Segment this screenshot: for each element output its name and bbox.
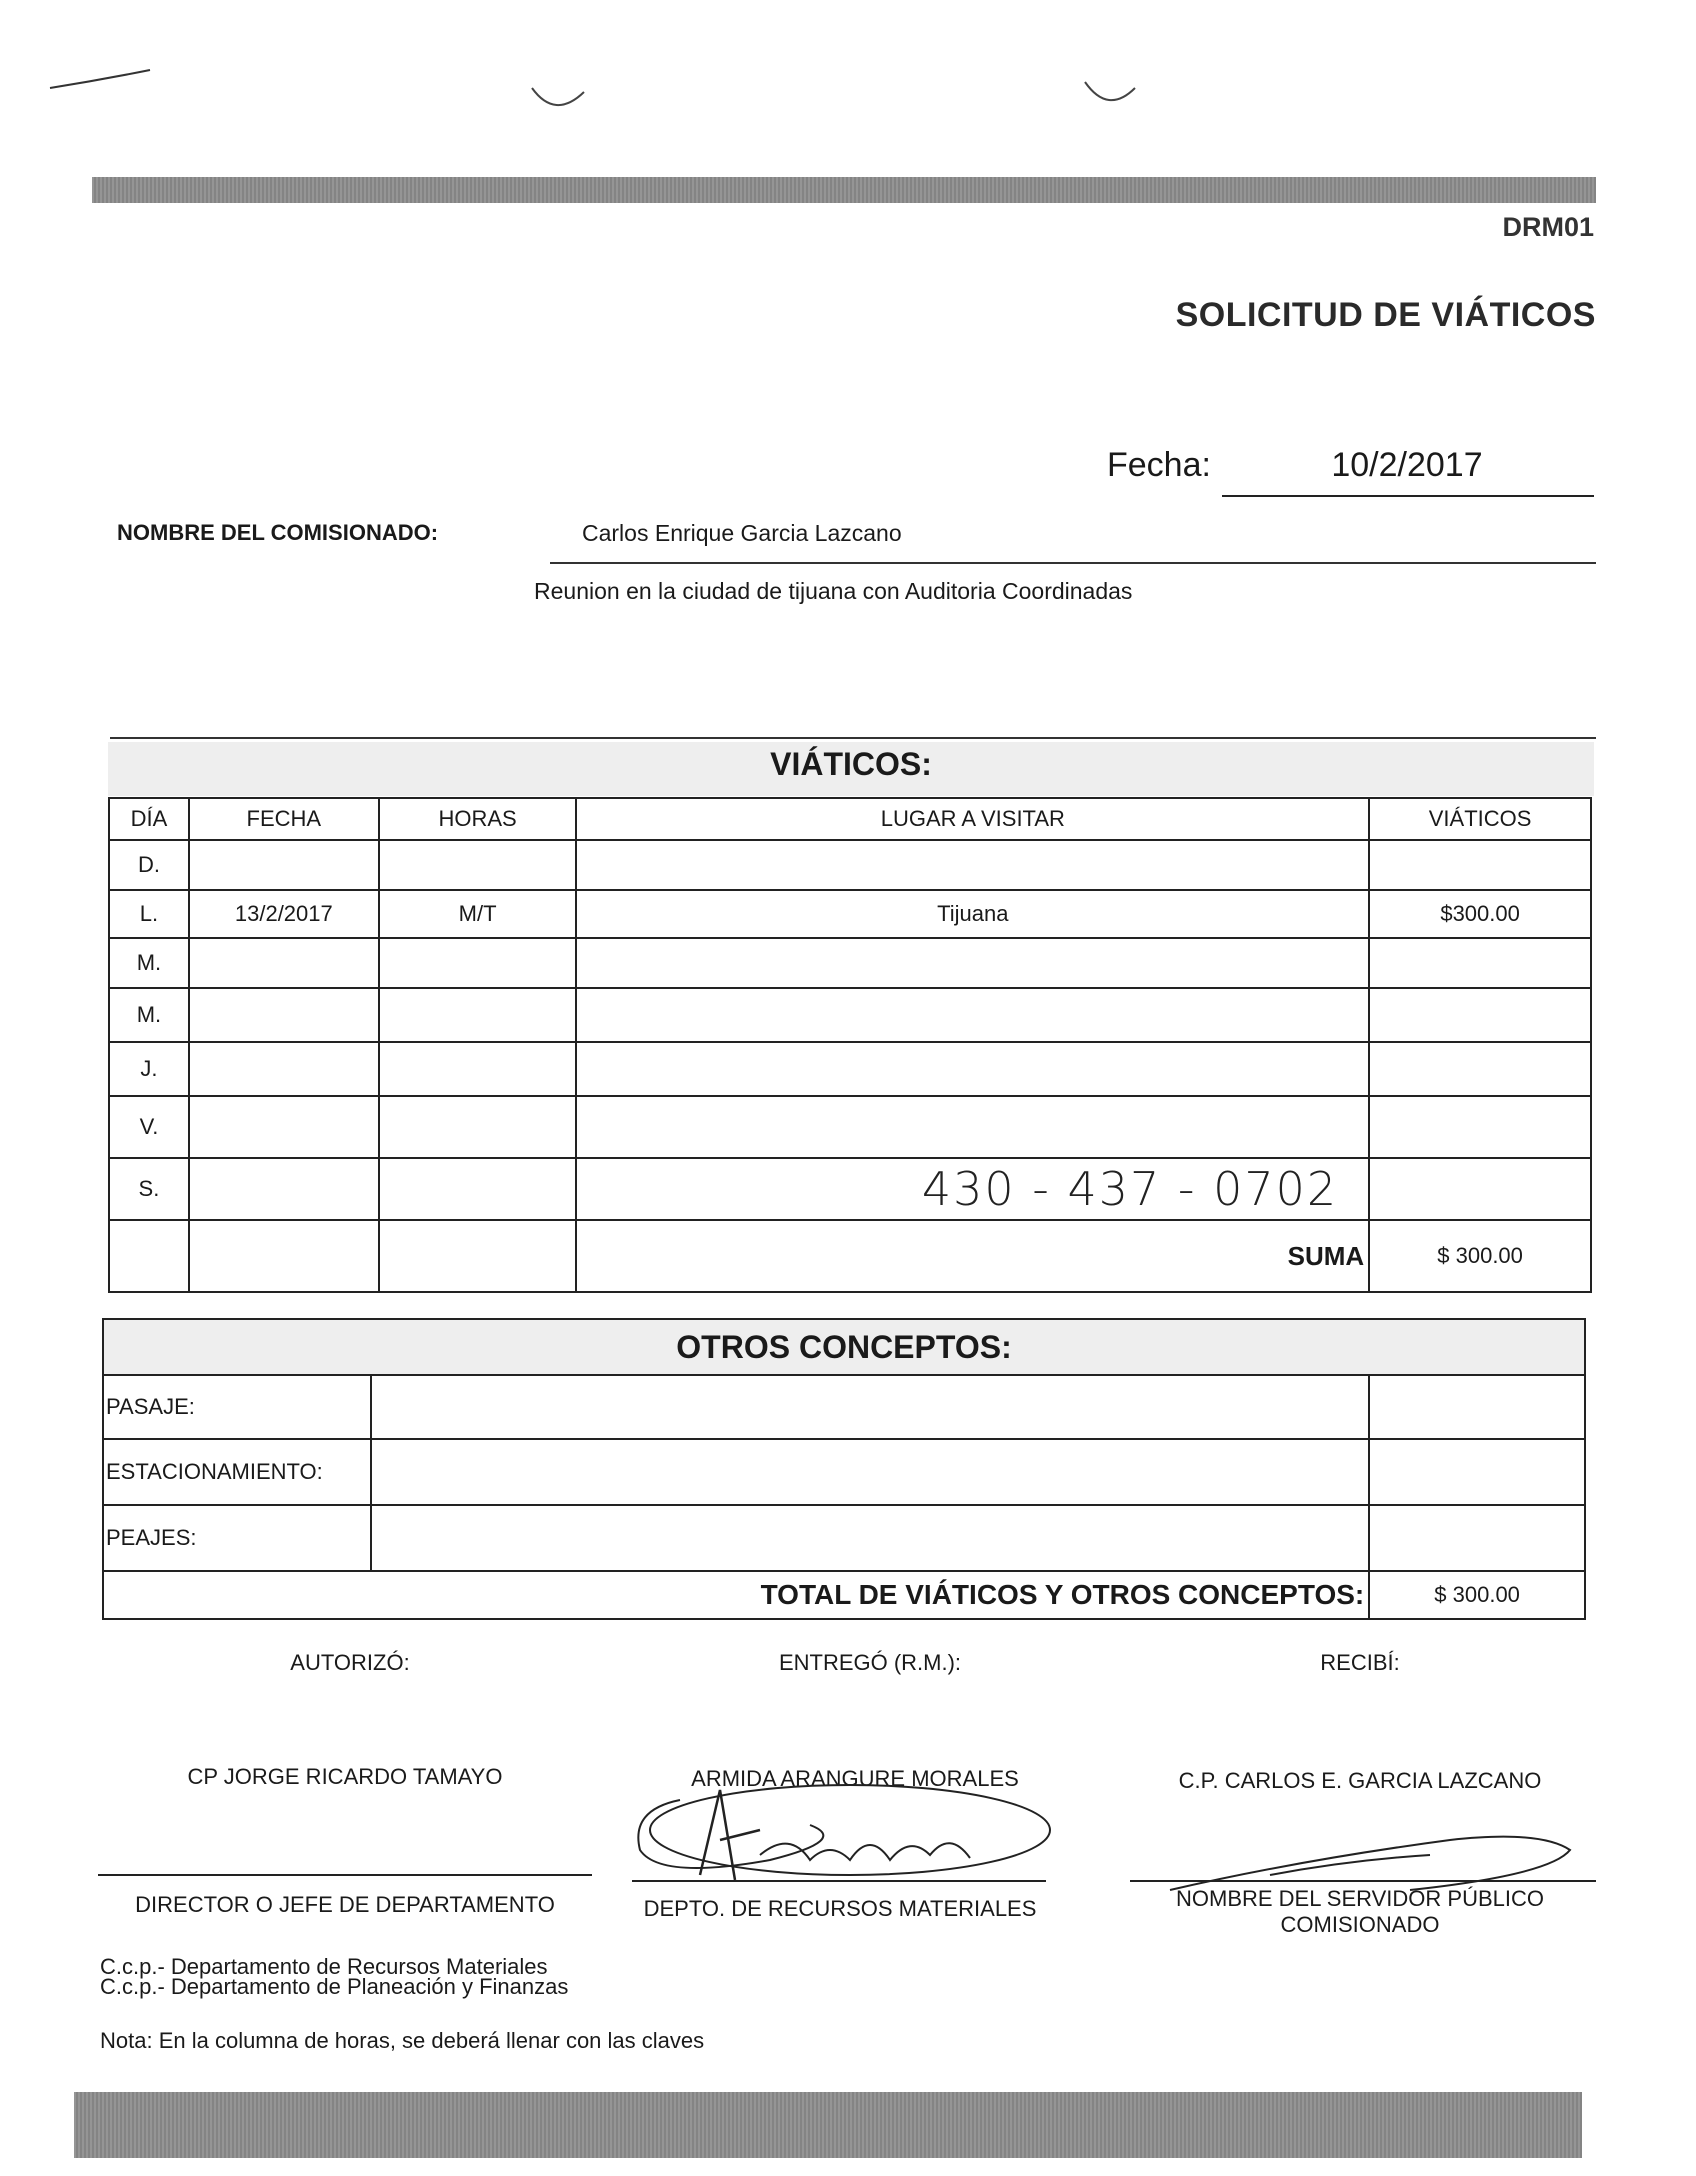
horas-cell xyxy=(379,1042,577,1096)
entrego-name: ARMIDA ARANGURE MORALES xyxy=(691,1766,1019,1791)
recibi-label: RECIBÍ: xyxy=(1320,1650,1400,1675)
ccp-line-1: C.c.p.- Departamento de Recursos Materiales xyxy=(100,1954,548,1979)
header-fecha: FECHA xyxy=(189,798,379,840)
recibi-role-1: NOMBRE DEL SERVIDOR PÚBLICO xyxy=(1176,1886,1544,1911)
header-band xyxy=(92,177,1596,203)
fecha-value: 10/2/2017 xyxy=(1331,446,1483,484)
otros-title: OTROS CONCEPTOS: xyxy=(676,1328,1012,1365)
fecha-label: Fecha: xyxy=(1107,446,1211,484)
table-row xyxy=(109,890,1591,938)
header-horas: HORAS xyxy=(379,798,577,840)
lugar-cell xyxy=(576,1042,1369,1096)
horas-cell xyxy=(379,988,577,1042)
section-divider xyxy=(110,737,1596,739)
lugar-cell xyxy=(576,938,1369,988)
nombre-label: NOMBRE DEL COMISIONADO: xyxy=(117,520,439,545)
entrego-label: ENTREGÓ (R.M.): xyxy=(778,1650,962,1675)
autorizo-name: CP JORGE RICARDO TAMAYO xyxy=(187,1764,503,1789)
horas-cell xyxy=(379,938,577,988)
table-row xyxy=(109,1096,1591,1158)
lugar-cell xyxy=(576,840,1369,890)
horas-cell xyxy=(379,840,577,890)
motivo-text: Reunion en la ciudad de tijuana con Auditoria Coordinadas xyxy=(534,578,1133,604)
fecha-cell xyxy=(189,988,379,1042)
dia-cell: L. xyxy=(109,890,189,938)
monto-cell xyxy=(1369,988,1591,1042)
suma-value: $ 300.00 xyxy=(1369,1220,1591,1292)
header-lugar: LUGAR A VISITAR xyxy=(576,798,1369,840)
horas-cell xyxy=(379,1096,577,1158)
viaticos-title: VIÁTICOS: xyxy=(770,746,932,782)
header-viaticos: VIÁTICOS xyxy=(1369,798,1591,840)
concepto-row xyxy=(103,1505,1585,1571)
total-label: TOTAL DE VIÁTICOS Y OTROS CONCEPTOS: xyxy=(103,1571,1369,1619)
concepto-detalle xyxy=(371,1505,1369,1571)
empty-cell xyxy=(189,1220,379,1292)
footer-band xyxy=(74,2092,1582,2158)
otros-title-cell xyxy=(103,1319,1585,1375)
horas-cell: M/T xyxy=(379,890,577,938)
dia-cell: D. xyxy=(109,840,189,890)
fecha-cell xyxy=(189,1096,379,1158)
concepto-monto xyxy=(1369,1375,1585,1439)
fecha-cell: 13/2/2017 xyxy=(189,890,379,938)
horas-cell xyxy=(379,1158,577,1220)
concepto-row xyxy=(103,1375,1585,1439)
autorizo-role: DIRECTOR O JEFE DE DEPARTAMENTO xyxy=(135,1892,555,1917)
dia-cell: M. xyxy=(109,988,189,1042)
entrego-signature xyxy=(620,1770,1080,1910)
empty-cell xyxy=(379,1220,577,1292)
scan-marks xyxy=(0,0,1696,140)
monto-cell xyxy=(1369,1096,1591,1158)
autorizo-label: AUTORIZÓ: xyxy=(290,1650,410,1675)
form-title: SOLICITUD DE VIÁTICOS xyxy=(1175,296,1596,334)
fecha-cell xyxy=(189,1158,379,1220)
nombre-value: Carlos Enrique Garcia Lazcano xyxy=(582,520,902,546)
concepto-detalle xyxy=(371,1439,1369,1505)
table-row xyxy=(109,938,1591,988)
entrego-role: DEPTO. DE RECURSOS MATERIALES xyxy=(643,1896,1037,1921)
lugar-cell: Tijuana xyxy=(576,890,1369,938)
fecha-cell xyxy=(189,1042,379,1096)
recibi-role-2: COMISIONADO xyxy=(1280,1912,1440,1937)
total-value: $ 300.00 xyxy=(1369,1571,1585,1619)
table-header-row xyxy=(109,798,1591,840)
fecha-cell xyxy=(189,840,379,890)
viaticos-table xyxy=(108,797,1592,1293)
fecha-underline xyxy=(1222,495,1594,497)
peajes-label: PEAJES: xyxy=(103,1505,371,1571)
dia-cell: V. xyxy=(109,1096,189,1158)
monto-cell xyxy=(1369,1042,1591,1096)
nombre-underline xyxy=(550,562,1596,564)
fecha-cell xyxy=(189,938,379,988)
concepto-detalle xyxy=(371,1375,1369,1439)
dia-cell: J. xyxy=(109,1042,189,1096)
table-row xyxy=(109,988,1591,1042)
table-row xyxy=(109,1158,1591,1220)
otros-title-row xyxy=(103,1319,1585,1375)
concepto-monto xyxy=(1369,1439,1585,1505)
otros-conceptos-table xyxy=(102,1318,1586,1620)
header-dia: DÍA xyxy=(109,798,189,840)
suma-label: SUMA xyxy=(576,1220,1369,1292)
autorizo-signature-line xyxy=(98,1874,592,1876)
pasaje-label: PASAJE: xyxy=(103,1375,371,1439)
monto-cell xyxy=(1369,1158,1591,1220)
ccp-line-2: C.c.p.- Departamento de Planeación y Finanzas xyxy=(100,1974,569,1999)
concepto-row xyxy=(103,1439,1585,1505)
nota-text: Nota: En la columna de horas, se deberá llenar con las claves xyxy=(100,2028,705,2053)
dia-cell: S. xyxy=(109,1158,189,1220)
total-row xyxy=(103,1571,1585,1619)
suma-row xyxy=(109,1220,1591,1292)
empty-cell xyxy=(109,1220,189,1292)
table-row xyxy=(109,840,1591,890)
handwritten-phone: 430 - 437 - 0702 xyxy=(576,1158,1369,1220)
form-code: DRM01 xyxy=(1502,212,1594,242)
lugar-cell xyxy=(576,1096,1369,1158)
monto-cell xyxy=(1369,840,1591,890)
monto-cell xyxy=(1369,938,1591,988)
lugar-cell xyxy=(576,988,1369,1042)
recibi-name: C.P. CARLOS E. GARCIA LAZCANO xyxy=(1178,1768,1542,1793)
concepto-monto xyxy=(1369,1505,1585,1571)
dia-cell: M. xyxy=(109,938,189,988)
monto-cell: $300.00 xyxy=(1369,890,1591,938)
estacionamiento-label: ESTACIONAMIENTO: xyxy=(103,1439,371,1505)
table-row xyxy=(109,1042,1591,1096)
